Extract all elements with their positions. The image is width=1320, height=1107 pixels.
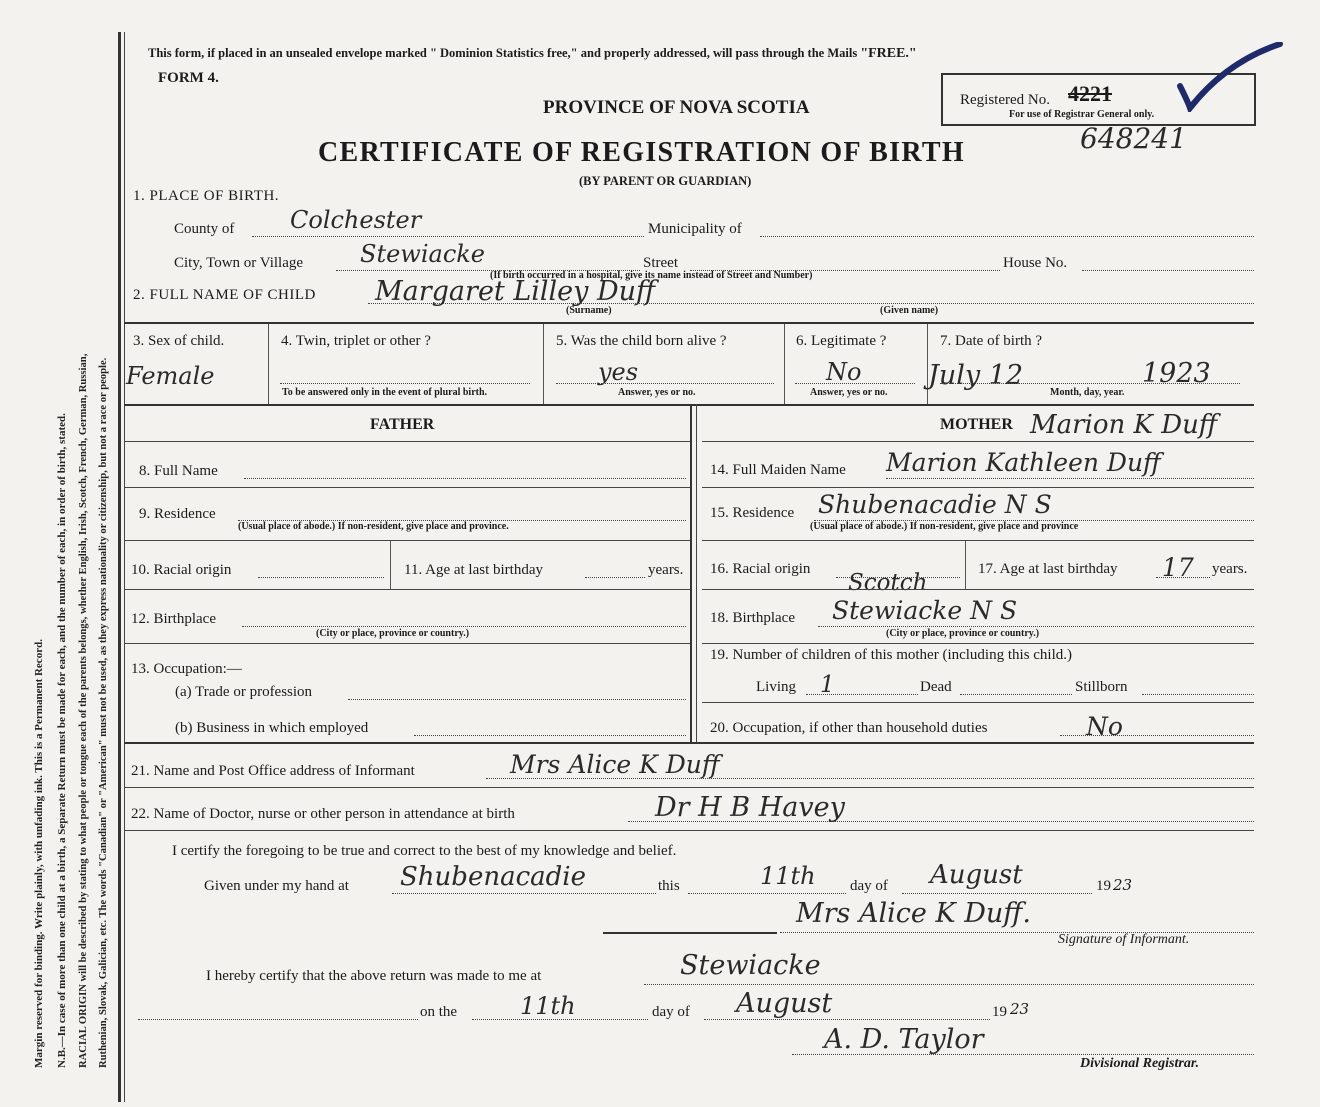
given-label: Given under my hand at [204, 878, 349, 894]
sex-value: Female [126, 362, 215, 390]
postal-note-text: This form, if placed in an unsealed envelope marked " Dominion Statistics free," and properly addressed, will pass through the Mails [148, 46, 858, 60]
city-value: Stewiacke [360, 240, 486, 268]
row3-divider-1 [268, 324, 269, 404]
row3-top-rule [124, 322, 1254, 324]
row21-rule [124, 787, 1254, 788]
mother-racial-value: Scotch [848, 570, 928, 596]
row12-rule-left [124, 643, 690, 644]
row8-rule-right [702, 487, 1254, 488]
day-line [688, 893, 846, 894]
this-label: this [658, 878, 680, 894]
child-name-value: Margaret Lilley Duff [375, 276, 656, 307]
doctor-value: Dr H B Havey [655, 792, 845, 823]
street-label: Street [643, 255, 678, 271]
column-divider-right [696, 404, 697, 742]
signature-label: Signature of Informant. [1058, 932, 1190, 947]
mother-head-rule [702, 441, 1254, 442]
province-heading: PROVINCE OF NOVA SCOTIA [543, 97, 810, 118]
mother-age-years: years. [1212, 561, 1248, 577]
registrar-day-of-label: day of [652, 1004, 690, 1020]
father-racial-label: 10. Racial origin [131, 562, 232, 578]
registrar-on-label: on the [420, 1004, 458, 1020]
mother-birthplace-value: Stewiacke N S [832, 596, 1018, 625]
father-age-years: years. [648, 562, 684, 578]
registrar-statement: I hereby certify that the above return was made to me at [206, 968, 542, 984]
father-business-label: (b) Business in which employed [175, 720, 369, 736]
father-name-line [244, 478, 686, 479]
columns-bottom-rule [124, 742, 1254, 744]
given-place-line [392, 893, 656, 894]
city-label: City, Town or Village [174, 255, 304, 271]
father-age-line [585, 577, 645, 578]
year-value: 1923 [1142, 358, 1211, 389]
twin-line [280, 383, 530, 384]
legitimate-value: No [826, 358, 862, 386]
municipality-line [760, 236, 1254, 237]
mother-age-label: 17. Age at last birthday [978, 561, 1118, 577]
postal-note [148, 46, 917, 62]
certify-statement: I certify the foregoing to be true and correct to the best of my knowledge and belief. [172, 843, 677, 859]
mother-occupation-line [1060, 735, 1254, 736]
registrar-month-line [704, 1019, 990, 1020]
father-birthplace-line [242, 626, 686, 627]
alive-label: 5. Was the child born alive ? [556, 333, 727, 349]
handwritten-number: 648241 [1080, 122, 1187, 155]
certificate-title: CERTIFICATE OF REGISTRATION OF BIRTH [318, 137, 965, 168]
father-residence-label: 9. Residence [139, 506, 216, 522]
father-trade-line [348, 699, 686, 700]
postal-free: "FREE." [860, 46, 917, 61]
given-place-value: Shubenacadie [400, 862, 586, 892]
column-divider-left [690, 404, 692, 742]
row9-rule-left [124, 540, 690, 541]
registrar-month-value: August [736, 988, 833, 1019]
father-business-line [414, 735, 686, 736]
registrar-signature-label: Divisional Registrar. [1080, 1056, 1200, 1071]
father-birthplace-note: (City or place, province or country.) [316, 628, 470, 639]
row9-rule-right [702, 540, 1254, 541]
twin-label: 4. Twin, triplet or other ? [281, 333, 431, 349]
mother-name-value: Marion Kathleen Duff [886, 448, 1161, 477]
children-count-label: 19. Number of children of this mother (including this child.) [710, 647, 1073, 663]
certify-year-suffix: 23 [1113, 876, 1133, 894]
registrar-place-line [644, 984, 1254, 985]
municipality-label: Municipality of [648, 221, 742, 237]
date-value: July 12 [928, 360, 1024, 391]
row8-rule-left [124, 487, 690, 488]
form-number: FORM 4. [158, 70, 219, 86]
informant-value: Mrs Alice K Duff [510, 750, 720, 779]
row22-rule [124, 830, 1254, 831]
county-label: County of [174, 221, 235, 237]
county-value: Colchester [290, 206, 422, 234]
date-line [940, 383, 1240, 384]
mother-residence-value: Shubenacadie N S [818, 490, 1052, 519]
father-heading: FATHER [370, 416, 435, 433]
child-name-label: 2. FULL NAME OF CHILD [133, 287, 316, 303]
mother-residence-label: 15. Residence [710, 505, 795, 521]
county-line [252, 236, 644, 237]
month-line [902, 893, 1092, 894]
father-name-label: 8. Full Name [139, 463, 218, 479]
date-label: 7. Date of birth ? [940, 333, 1043, 349]
registered-label: Registered No. [960, 92, 1050, 108]
alive-line [556, 383, 774, 384]
registrar-day-value: 11th [520, 992, 576, 1020]
mother-birthplace-label: 18. Birthplace [710, 610, 795, 626]
hospital-note: (If birth occurred in a hospital, give its name instead of Street and Number) [490, 270, 813, 281]
legitimate-label: 6. Legitimate ? [796, 333, 887, 349]
row19-rule-right [702, 702, 1254, 703]
living-label: Living [756, 679, 796, 695]
registrar-left-line [138, 1019, 418, 1020]
mother-residence-note: (Usual place of abode.) If non-resident, give place and province [810, 521, 1079, 532]
check-mark-icon [1176, 42, 1284, 112]
place-of-birth-heading: 1. PLACE OF BIRTH. [133, 188, 280, 204]
mother-name-line [886, 478, 1254, 479]
mother-racial-label: 16. Racial origin [710, 561, 811, 577]
margin-note-multiple-births: N.B.—In case of more than one child at a birth, a Separate Return must be made for each, and the number of each, in order of birth, stated. [56, 413, 68, 1068]
mother-name-label: 14. Full Maiden Name [710, 462, 846, 478]
registrar-year-prefix: 19 [992, 1004, 1007, 1020]
stillborn-label: Stillborn [1075, 679, 1128, 695]
mother-heading-value: Marion K Duff [1030, 410, 1218, 440]
certify-month-value: August [930, 860, 1023, 890]
margin-note-racial-origin-cont: Ruthenian, Slovak, Galician, etc. The words "Canadian" or "American" must not be used, as they express nationality or citizenship, but not a race or people. [98, 357, 109, 1068]
registrar-note: For use of Registrar General only. [1009, 109, 1155, 120]
mother-birthplace-note: (City or place, province or country.) [886, 628, 1040, 639]
mother-birthplace-line [818, 626, 1254, 627]
row3-bottom-rule [124, 404, 1254, 406]
living-value: 1 [820, 672, 835, 698]
father-head-rule [124, 441, 690, 442]
dead-label: Dead [920, 679, 952, 695]
sex-label: 3. Sex of child. [133, 333, 225, 349]
date-note: Month, day, year. [1050, 387, 1125, 398]
row10-divider-left [390, 541, 391, 589]
margin-note-racial-origin: RACIAL ORIGIN will be described by stating to what people or tongue each of the parents belongs, whether English, Irish, Scotch, French, German, Russian, [78, 353, 89, 1068]
row10-rule-right [702, 589, 1254, 590]
signature-rule [603, 932, 777, 934]
certificate-subtitle: (BY PARENT OR GUARDIAN) [579, 174, 752, 188]
registrar-signature: A. D. Taylor [824, 1024, 984, 1055]
father-birthplace-label: 12. Birthplace [131, 611, 216, 627]
legitimate-note: Answer, yes or no. [810, 387, 888, 398]
doctor-label: 22. Name of Doctor, nurse or other person in attendance at birth [131, 806, 515, 822]
margin-rule-inner [124, 32, 125, 1102]
twin-note: To be answered only in the event of plural birth. [282, 387, 488, 398]
day-of-label: day of [850, 878, 888, 894]
row3-divider-3 [784, 324, 785, 404]
registrar-place-value: Stewiacke [680, 950, 821, 981]
father-racial-line [258, 577, 384, 578]
mother-age-value: 17 [1162, 553, 1194, 582]
margin-note-binding: Margin reserved for binding. Write plainly, with unfading ink. This is a Permanent Record. [33, 639, 45, 1068]
row3-divider-2 [543, 324, 544, 404]
certify-day-value: 11th [760, 862, 816, 890]
registrar-year-suffix: 23 [1010, 1000, 1030, 1018]
dead-line [960, 694, 1072, 695]
given-name-note: (Given name) [880, 305, 939, 316]
row10-rule-left [124, 589, 690, 590]
father-occupation-label: 13. Occupation:— [131, 661, 242, 677]
mother-heading: MOTHER [940, 416, 1013, 433]
father-age-label: 11. Age at last birthday [404, 562, 543, 578]
alive-note: Answer, yes or no. [618, 387, 696, 398]
house-label: House No. [1003, 255, 1068, 271]
row12-rule-right [702, 643, 1254, 644]
margin-rule-outer [118, 32, 121, 1102]
living-line [806, 694, 918, 695]
registered-number: 4221 [1068, 81, 1112, 106]
stillborn-line [1142, 694, 1254, 695]
father-residence-note: (Usual place of abode.) If non-resident, give place and province. [238, 521, 509, 532]
mother-occupation-value: No [1086, 712, 1123, 741]
father-trade-label: (a) Trade or profession [175, 684, 313, 700]
mother-occupation-label: 20. Occupation, if other than household duties [710, 720, 988, 736]
surname-note: (Surname) [566, 305, 612, 316]
house-line [1082, 270, 1254, 271]
informant-signature: Mrs Alice K Duff. [796, 898, 1031, 929]
mother-age-line [1156, 577, 1210, 578]
informant-label: 21. Name and Post Office address of Informant [131, 763, 415, 779]
row10-divider-right [965, 541, 966, 589]
certify-year-prefix: 19 [1096, 878, 1111, 894]
alive-value: yes [598, 358, 639, 386]
legitimate-line [795, 383, 915, 384]
